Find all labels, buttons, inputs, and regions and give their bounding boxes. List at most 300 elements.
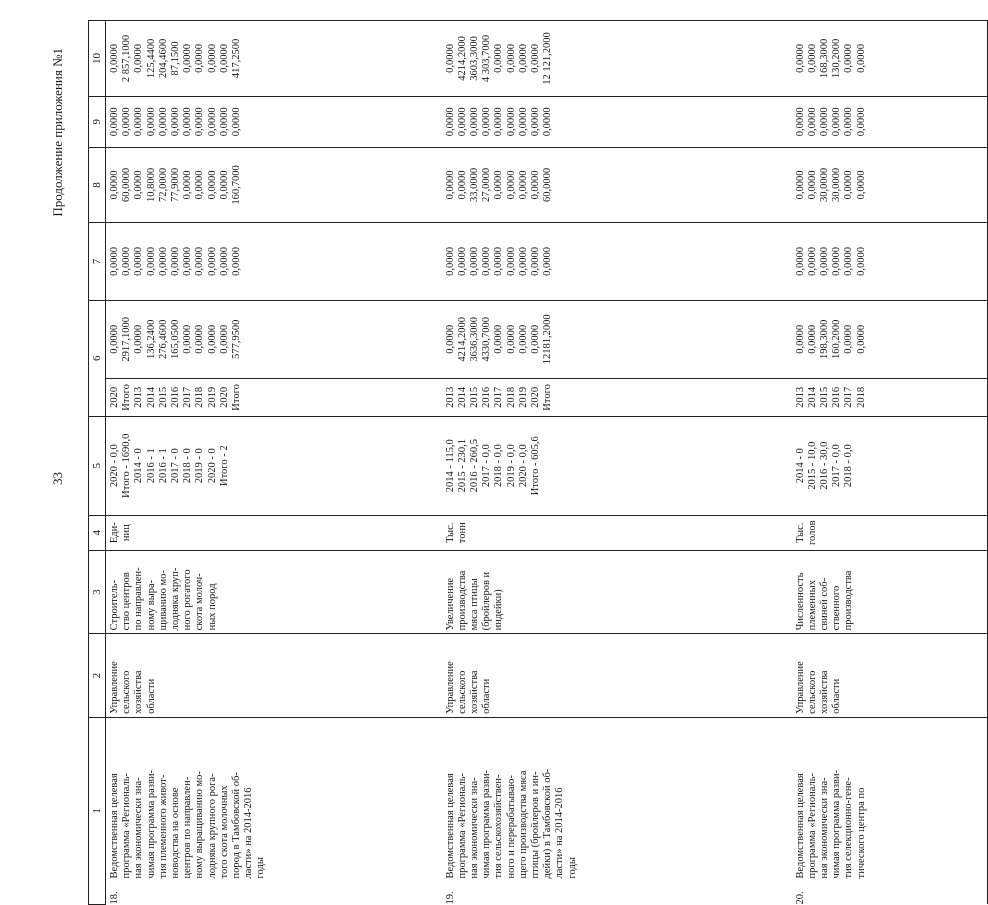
cell-line: 0,0000 bbox=[133, 324, 145, 354]
cell-line: 0,0000 bbox=[831, 107, 843, 137]
years-cell bbox=[106, 378, 442, 416]
funding-other-cell bbox=[106, 21, 442, 97]
cell-line: 30,0000 bbox=[818, 167, 830, 203]
cell-line: 2018 bbox=[855, 386, 867, 408]
row-number: 20. bbox=[794, 891, 806, 905]
cell-line: 2014 - 0 bbox=[133, 448, 145, 484]
target-values-cell bbox=[792, 416, 988, 515]
cell-line: 0,0000 bbox=[182, 107, 194, 137]
cell-line: 0,0000 bbox=[855, 44, 867, 73]
cell-line: 0,0000 bbox=[206, 44, 218, 73]
cell-line: 0,0000 bbox=[493, 247, 505, 276]
cell-line: годы bbox=[566, 857, 578, 879]
cell-line: 2020 - 0 bbox=[206, 448, 218, 484]
cell-line: 0,0000 bbox=[109, 247, 120, 276]
cell-line: 2015 bbox=[157, 386, 169, 408]
cell-line: 2917,1000 bbox=[121, 316, 133, 362]
cell-line: 125,4400 bbox=[145, 38, 157, 79]
cell-line: Увеличение bbox=[444, 577, 456, 631]
cell-line: 0,0000 bbox=[194, 44, 206, 73]
column-header: 2 bbox=[89, 634, 106, 717]
cell-line: 2013 bbox=[444, 386, 456, 408]
cell-line: 0,0000 bbox=[843, 324, 855, 354]
cell-line: сельского bbox=[121, 670, 133, 714]
cell-line: 0,0000 bbox=[145, 107, 157, 137]
program-name-cell bbox=[792, 717, 988, 904]
cell-line: 2015 - 10,0 bbox=[806, 441, 818, 490]
cell-line: 2018 - 0 bbox=[182, 448, 194, 484]
funding-regional-cell bbox=[106, 147, 442, 223]
cell-line: скота молоч- bbox=[194, 573, 206, 631]
funding-other-cell bbox=[442, 21, 792, 97]
cell-line: 0,0000 bbox=[505, 324, 517, 354]
cell-line: 417,2500 bbox=[231, 38, 243, 79]
cell-line: 0,0000 bbox=[444, 247, 456, 276]
cell-line: 2020 bbox=[109, 386, 120, 408]
cell-line: ного и перерабатываю- bbox=[505, 775, 517, 879]
unit-cell bbox=[442, 515, 792, 550]
cell-line: 0,0000 bbox=[529, 324, 541, 354]
cell-line: 2019 - 0 bbox=[194, 448, 206, 484]
cell-line: 2020 bbox=[218, 386, 230, 408]
cell-line: 0,0000 bbox=[145, 247, 157, 276]
cell-line: 87,1500 bbox=[170, 41, 182, 76]
cell-line: 0,0000 bbox=[794, 247, 806, 276]
program-name-cell bbox=[106, 717, 442, 904]
cell-line: 0,0000 bbox=[517, 107, 529, 137]
cell-line: 4214,2000 bbox=[456, 316, 468, 362]
page-number: 33 bbox=[50, 472, 65, 485]
funding-federal-cell bbox=[442, 223, 792, 300]
cell-line: ная экономически зна- bbox=[468, 777, 480, 879]
cell-line: 0,0000 bbox=[206, 107, 218, 137]
cell-line: 577,9500 bbox=[231, 319, 243, 359]
cell-line: хозяйства bbox=[818, 670, 830, 714]
cell-line: 0,0000 bbox=[456, 247, 468, 276]
target-values-cell bbox=[106, 416, 442, 515]
cell-line: 0,0000 bbox=[121, 247, 133, 276]
cell-line: 0,0000 bbox=[468, 107, 480, 137]
cell-line: чимая программа разви- bbox=[481, 769, 493, 879]
cell-line: ного рогатого bbox=[182, 569, 194, 631]
cell-line: 168,3000 bbox=[818, 38, 830, 79]
program-name-cell bbox=[442, 717, 792, 904]
cell-line: свиней соб- bbox=[818, 577, 830, 631]
years-cell bbox=[792, 378, 988, 416]
cell-line: 0,0000 bbox=[109, 170, 120, 200]
cell-line: 2017 bbox=[493, 386, 505, 408]
cell-line: 0,0000 bbox=[231, 107, 243, 137]
funding-total-cell bbox=[106, 300, 442, 378]
cell-line: 2018 - 0,0 bbox=[493, 444, 505, 488]
column-header: 3 bbox=[89, 550, 106, 633]
cell-line: 2018 bbox=[194, 386, 206, 408]
unit-cell bbox=[792, 515, 988, 550]
cell-line: 0,0000 bbox=[843, 170, 855, 200]
indicator-cell bbox=[792, 550, 988, 633]
cell-line: щиванию мо- bbox=[157, 570, 169, 631]
cell-line: индейки) bbox=[493, 589, 505, 631]
cell-line: 0,0000 bbox=[133, 247, 145, 276]
cell-line: 72,0000 bbox=[157, 167, 169, 203]
cell-line: Итого - 1690,0 bbox=[121, 433, 133, 498]
cell-line: новодства на основе bbox=[170, 787, 182, 879]
cell-line: 0,0000 bbox=[855, 170, 867, 200]
cell-line: 2017 - 0 bbox=[170, 448, 182, 484]
cell-line: 2020 bbox=[529, 386, 541, 408]
table-row bbox=[442, 21, 792, 905]
cell-line: 10,8000 bbox=[145, 167, 157, 203]
cell-line: 0,0000 bbox=[493, 44, 505, 73]
cell-line: 276,4600 bbox=[157, 319, 169, 359]
cell-line: Численность bbox=[794, 572, 806, 631]
cell-line: чимая программа разви- bbox=[831, 769, 843, 879]
cell-line: 0,0000 bbox=[517, 324, 529, 354]
cell-line: 0,0000 bbox=[121, 107, 133, 137]
cell-line: 0,0000 bbox=[444, 107, 456, 137]
cell-line: 0,0000 bbox=[843, 44, 855, 73]
cell-line: Ведомственная целевая bbox=[109, 773, 120, 879]
cell-line: 0,0000 bbox=[493, 324, 505, 354]
cell-line: 0,0000 bbox=[505, 44, 517, 73]
cell-line: 2013 bbox=[794, 386, 806, 408]
cell-line: 198,3000 bbox=[818, 319, 830, 359]
cell-line: 0,0000 bbox=[182, 247, 194, 276]
cell-line: 0,0000 bbox=[182, 170, 194, 200]
indicator-cell bbox=[442, 550, 792, 633]
cell-line: 0,0000 bbox=[806, 170, 818, 200]
cell-line: голов bbox=[806, 520, 818, 546]
cell-line: 2016 bbox=[831, 386, 843, 408]
cell-line: 0,0000 bbox=[218, 324, 230, 354]
cell-line: программа «Региональ- bbox=[121, 772, 133, 879]
cell-line: 0,0000 bbox=[456, 170, 468, 200]
cell-line: 0,0000 bbox=[481, 107, 493, 137]
cell-line: 0,0000 bbox=[231, 247, 243, 276]
cell-line: 2018 bbox=[505, 386, 517, 408]
indicator-cell bbox=[106, 550, 442, 633]
cell-line: 160,7000 bbox=[231, 165, 243, 205]
cell-line: 2016 bbox=[170, 386, 182, 408]
cell-line: 2019 bbox=[517, 386, 529, 408]
column-header: 1 bbox=[89, 717, 106, 904]
cell-line: годы bbox=[255, 857, 267, 879]
cell-line: 130,2000 bbox=[831, 38, 843, 79]
executor-cell bbox=[792, 634, 988, 717]
cell-line: 0,0000 bbox=[517, 247, 529, 276]
cell-line: области bbox=[145, 678, 157, 714]
cell-line: 0,0000 bbox=[529, 44, 541, 73]
cell-line: 0,0000 bbox=[794, 107, 806, 137]
cell-line: Итого - 2 bbox=[218, 445, 230, 486]
cell-line: 160,2000 bbox=[831, 319, 843, 359]
cell-line: 2016 - 260,5 bbox=[468, 439, 480, 493]
cell-line: 0,0000 bbox=[194, 107, 206, 137]
cell-line: программа «Региональ- bbox=[806, 772, 818, 879]
cell-line: 2020 - 0,0 bbox=[109, 444, 120, 488]
cell-line: 0,0000 bbox=[517, 170, 529, 200]
cell-line: 0,0000 bbox=[542, 247, 554, 276]
cell-line: 0,0000 bbox=[468, 247, 480, 276]
row-number: 18. bbox=[109, 891, 120, 905]
cell-line: ному выра- bbox=[145, 579, 157, 631]
cell-line: 2020 - 0,0 bbox=[517, 444, 529, 488]
cell-line: 0,0000 bbox=[505, 107, 517, 137]
column-header: 5 bbox=[89, 416, 106, 515]
cell-line: Еди- bbox=[109, 522, 120, 544]
executor-cell bbox=[442, 634, 792, 717]
cell-line: 0,0000 bbox=[218, 170, 230, 200]
cell-line: племенных bbox=[806, 580, 818, 631]
cell-line: по направлен- bbox=[133, 567, 145, 631]
cell-line: Итого - 605,6 bbox=[529, 436, 541, 496]
cell-line: области bbox=[481, 678, 493, 714]
cell-line: тонн bbox=[456, 522, 468, 544]
cell-line: 0,0000 bbox=[109, 324, 120, 354]
cell-line: 0,0000 bbox=[194, 170, 206, 200]
cell-line: 0,0000 bbox=[843, 107, 855, 137]
cell-line: производства bbox=[456, 570, 468, 631]
cell-line: 4330,7000 bbox=[481, 316, 493, 362]
cell-line: области bbox=[831, 678, 843, 714]
cell-line: сельского bbox=[806, 670, 818, 714]
cell-line: 4 303,7000 bbox=[481, 34, 493, 83]
cell-line: 0,0000 bbox=[529, 107, 541, 137]
cell-line: 0,0000 bbox=[182, 44, 194, 73]
program-table bbox=[88, 20, 988, 905]
unit-cell bbox=[106, 515, 442, 550]
cell-line: 27,0000 bbox=[481, 167, 493, 203]
cell-line: 2014 bbox=[145, 386, 157, 408]
cell-line: 0,0000 bbox=[806, 44, 818, 73]
cell-line: ство центров bbox=[121, 572, 133, 631]
cell-line: 0,0000 bbox=[481, 247, 493, 276]
cell-line: 30,0000 bbox=[831, 167, 843, 203]
cell-line: тия сельскохозяйствен- bbox=[493, 774, 505, 879]
cell-line: 0,0000 bbox=[444, 44, 456, 73]
cell-line: 4214,2000 bbox=[456, 36, 468, 81]
funding-regional-cell bbox=[442, 147, 792, 223]
column-header: 4 bbox=[89, 515, 106, 550]
cell-line: 2014 bbox=[456, 386, 468, 408]
cell-line: хозяйства bbox=[133, 670, 145, 714]
table-row bbox=[792, 21, 988, 905]
cell-line: чимая программа разви- bbox=[145, 769, 157, 879]
cell-line: 2016 - 1 bbox=[157, 448, 169, 484]
cell-line: 0,0000 bbox=[170, 107, 182, 137]
cell-line: 0,0000 bbox=[794, 44, 806, 73]
cell-line: ласти» на 2014-2016 bbox=[554, 787, 566, 879]
cell-line: 0,0000 bbox=[444, 170, 456, 200]
cell-line: 0,0000 bbox=[218, 44, 230, 73]
cell-line: тия селекционно-гене- bbox=[843, 777, 855, 879]
cell-line: хозяйства bbox=[468, 670, 480, 714]
cell-line: ная экономически зна- bbox=[818, 777, 830, 879]
cell-line: 2016 - 1 bbox=[145, 448, 157, 484]
cell-line: 2015 - 230,1 bbox=[456, 439, 468, 493]
cell-line: Управление bbox=[109, 661, 120, 714]
funding-local-cell bbox=[106, 96, 442, 147]
funding-regional-cell bbox=[792, 147, 988, 223]
cell-line: лодняка крупного рога- bbox=[206, 773, 218, 879]
cell-line: 0,0000 bbox=[133, 107, 145, 137]
cell-line: 2014 bbox=[806, 386, 818, 408]
cell-line: 0,0000 bbox=[157, 247, 169, 276]
cell-line: мяса птицы bbox=[468, 578, 480, 631]
cell-line: птицы (бройлеров и ин- bbox=[529, 771, 541, 879]
cell-line: 60,0000 bbox=[121, 167, 133, 203]
cell-line: 2015 bbox=[818, 386, 830, 408]
cell-line: 0,0000 bbox=[182, 324, 194, 354]
cell-line: производства bbox=[843, 570, 855, 631]
cell-line: 0,0000 bbox=[806, 107, 818, 137]
cell-line: 0,0000 bbox=[794, 324, 806, 354]
cell-line: 0,0000 bbox=[456, 107, 468, 137]
cell-line: 2013 bbox=[133, 386, 145, 408]
years-cell bbox=[442, 378, 792, 416]
cell-line: 0,0000 bbox=[855, 107, 867, 137]
cell-line: 2016 - 30,0 bbox=[818, 441, 830, 490]
table-row bbox=[106, 21, 442, 905]
cell-line: 0,0000 bbox=[505, 170, 517, 200]
cell-line: 2019 - 0,0 bbox=[505, 444, 517, 488]
funding-local-cell bbox=[442, 96, 792, 147]
funding-total-cell bbox=[442, 300, 792, 378]
cell-line: 0,0000 bbox=[133, 44, 145, 73]
cell-line: Итого bbox=[121, 384, 133, 411]
cell-line: 0,0000 bbox=[855, 324, 867, 354]
cell-line: 0,0000 bbox=[218, 107, 230, 137]
cell-line: 0,0000 bbox=[109, 44, 120, 73]
cell-line: 136,2400 bbox=[145, 319, 157, 359]
cell-line: 0,0000 bbox=[194, 324, 206, 354]
cell-line: 2014 - 115,0 bbox=[444, 439, 456, 493]
cell-line: 0,0000 bbox=[109, 107, 120, 137]
cell-line: 0,0000 bbox=[517, 44, 529, 73]
cell-line: центров по направлен- bbox=[182, 776, 194, 879]
cell-line: пород в Тамбовской об- bbox=[231, 772, 243, 879]
cell-line: 2017 bbox=[182, 386, 194, 408]
cell-line: 0,0000 bbox=[542, 107, 554, 137]
cell-line: 204,4600 bbox=[157, 38, 169, 79]
cell-line: 2017 - 0,0 bbox=[481, 444, 493, 488]
cell-line: 12 121,2000 bbox=[542, 32, 554, 85]
cell-line: ная экономически зна- bbox=[133, 777, 145, 879]
cell-line: ниц bbox=[121, 524, 133, 542]
cell-line: Ведомственная целевая bbox=[444, 773, 456, 879]
column-header: 10 bbox=[89, 21, 106, 97]
cell-line: Управление bbox=[794, 661, 806, 714]
cell-line: ному выращиванию мо- bbox=[194, 771, 206, 879]
cell-line: 0,0000 bbox=[444, 324, 456, 354]
column-header: 7 bbox=[89, 223, 106, 300]
cell-line: 0,0000 bbox=[529, 170, 541, 200]
cell-line: Управление bbox=[444, 661, 456, 714]
cell-line: 0,0000 bbox=[855, 247, 867, 276]
cell-line: ных пород bbox=[206, 583, 218, 631]
cell-line: 0,0000 bbox=[831, 247, 843, 276]
cell-line: 0,0000 bbox=[843, 247, 855, 276]
cell-line: 3603,3000 bbox=[468, 36, 480, 81]
cell-line: 33,0000 bbox=[468, 167, 480, 203]
cell-line: 0,0000 bbox=[157, 107, 169, 137]
cell-line: 12181,2000 bbox=[542, 314, 554, 365]
cell-line: того скота молочных bbox=[218, 785, 230, 879]
cell-line: ласти» на 2014-2016 bbox=[243, 787, 255, 879]
cell-line: 2017 bbox=[843, 386, 855, 408]
cell-line: 0,0000 bbox=[529, 247, 541, 276]
cell-line: 0,0000 bbox=[170, 247, 182, 276]
cell-line: Тыс. bbox=[444, 522, 456, 543]
funding-local-cell bbox=[792, 96, 988, 147]
cell-line: 0,0000 bbox=[493, 170, 505, 200]
cell-line: лодняка круп- bbox=[170, 567, 182, 631]
funding-federal-cell bbox=[106, 223, 442, 300]
cell-line: 2019 bbox=[206, 386, 218, 408]
cell-line: сельского bbox=[456, 670, 468, 714]
cell-line: 0,0000 bbox=[493, 107, 505, 137]
cell-line: 2016 bbox=[481, 386, 493, 408]
column-header: 6 bbox=[89, 300, 106, 416]
funding-other-cell bbox=[792, 21, 988, 97]
cell-line: 0,0000 bbox=[505, 247, 517, 276]
cell-line: 0,0000 bbox=[133, 170, 145, 200]
cell-line: ственного bbox=[831, 585, 843, 631]
target-values-cell bbox=[442, 416, 792, 515]
cell-line: 60,0000 bbox=[542, 167, 554, 203]
cell-line: 165,0500 bbox=[170, 319, 182, 359]
cell-line: 2014 - 0 bbox=[794, 448, 806, 484]
cell-line: Итого bbox=[231, 384, 243, 411]
funding-total-cell bbox=[792, 300, 988, 378]
cell-line: 2018 - 0,0 bbox=[843, 444, 855, 488]
cell-line: Тыс. bbox=[794, 522, 806, 543]
cell-line: (бройлеров и bbox=[481, 571, 493, 631]
cell-line: 2 857,1000 bbox=[121, 34, 133, 83]
cell-line: 0,0000 bbox=[206, 247, 218, 276]
continuation-title: Продолжение приложения №1 bbox=[50, 48, 65, 217]
cell-line: 0,0000 bbox=[218, 247, 230, 276]
cell-line: 2017 - 0,0 bbox=[831, 444, 843, 488]
cell-line: 0,0000 bbox=[818, 107, 830, 137]
cell-line: Ведомственная целевая bbox=[794, 773, 806, 879]
cell-line: 2015 bbox=[468, 386, 480, 408]
cell-line: 0,0000 bbox=[818, 247, 830, 276]
cell-line: щего производства мяса bbox=[517, 770, 529, 879]
funding-federal-cell bbox=[792, 223, 988, 300]
cell-line: 0,0000 bbox=[194, 247, 206, 276]
cell-line: Итого bbox=[542, 384, 554, 411]
table-body bbox=[106, 21, 988, 905]
column-header: 8 bbox=[89, 147, 106, 223]
cell-line: 0,0000 bbox=[206, 324, 218, 354]
cell-line: Строитель- bbox=[109, 579, 120, 631]
cell-line: тия племенного живот- bbox=[157, 774, 169, 879]
cell-line: дейки) в Тамбовской об- bbox=[542, 768, 554, 879]
cell-line: 0,0000 bbox=[806, 324, 818, 354]
cell-line: 0,0000 bbox=[206, 170, 218, 200]
executor-cell bbox=[106, 634, 442, 717]
column-header-row bbox=[89, 21, 106, 905]
cell-line: программа «Региональ- bbox=[456, 772, 468, 879]
cell-line: 77,9000 bbox=[170, 167, 182, 203]
cell-line: тического центра по bbox=[855, 787, 867, 879]
cell-line: 0,0000 bbox=[794, 170, 806, 200]
cell-line: 0,0000 bbox=[806, 247, 818, 276]
column-header: 9 bbox=[89, 96, 106, 147]
row-number: 19. bbox=[444, 891, 456, 905]
cell-line: 3636,3000 bbox=[468, 316, 480, 362]
